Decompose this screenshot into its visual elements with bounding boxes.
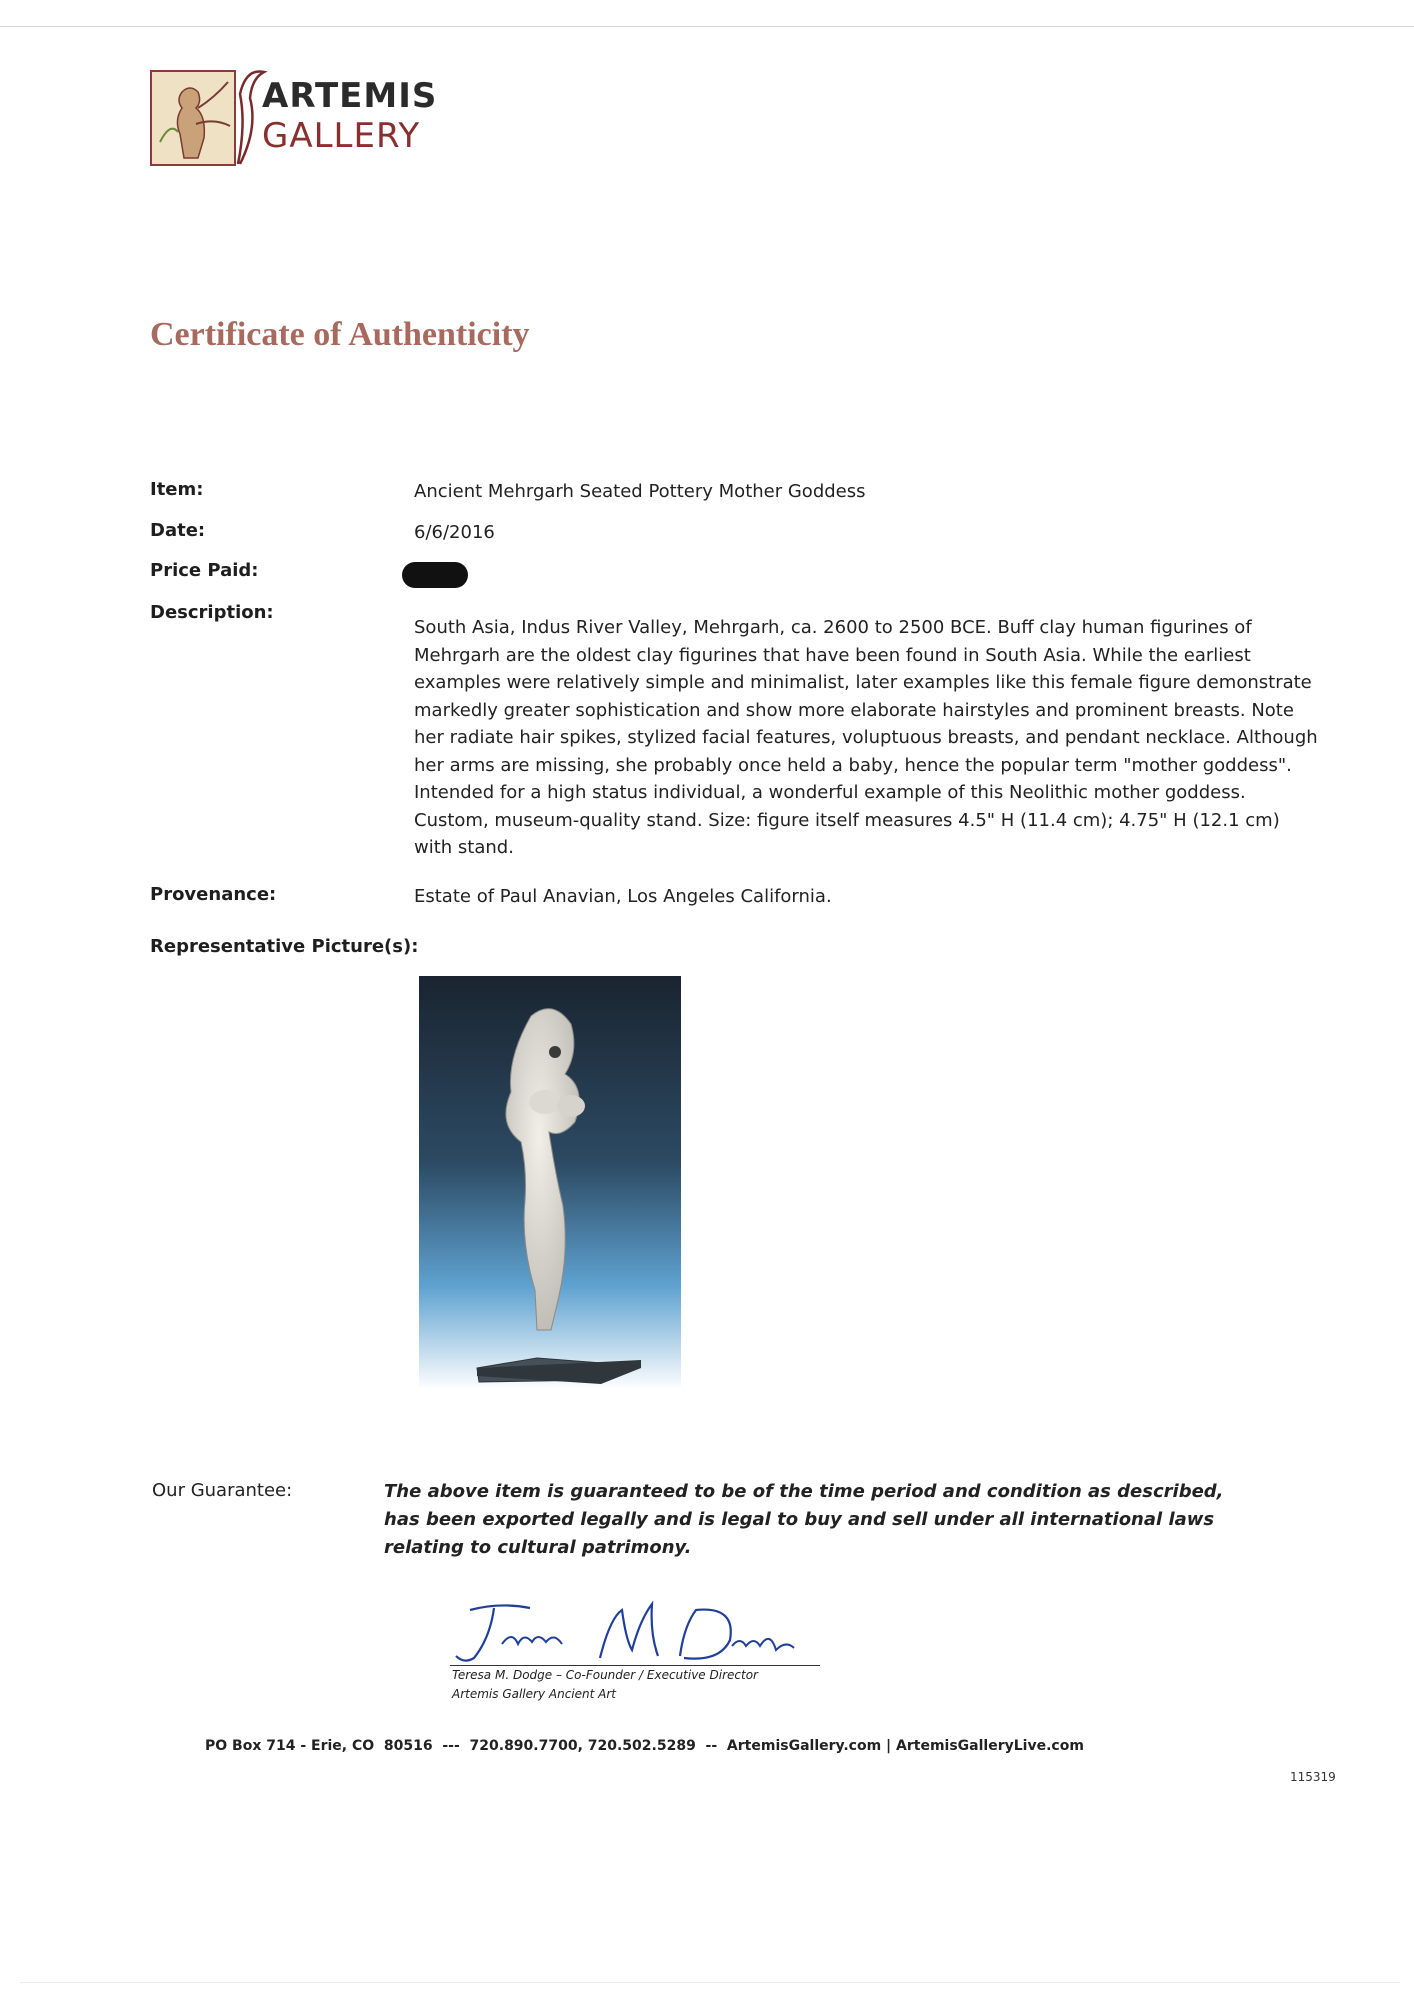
provenance-label: Provenance: xyxy=(150,884,277,905)
item-value: Ancient Mehrgarh Seated Pottery Mother Goddess xyxy=(414,481,866,502)
logo-word-artemis: ARTEMIS xyxy=(262,76,438,116)
price-redaction xyxy=(402,562,468,588)
guarantee-label: Our Guarantee: xyxy=(152,1480,293,1501)
provenance-value: Estate of Paul Anavian, Los Angeles California. xyxy=(414,886,832,907)
price-label: Price Paid: xyxy=(150,560,259,581)
date-label: Date: xyxy=(150,520,206,541)
logo-word-gallery: GALLERY xyxy=(262,116,421,156)
certificate-number: 115319 xyxy=(1290,1770,1336,1784)
item-photo xyxy=(419,976,681,1390)
signatory-organization: Artemis Gallery Ancient Art xyxy=(452,1687,616,1701)
gallery-logo xyxy=(150,62,438,172)
top-rule xyxy=(0,26,1414,27)
item-label: Item: xyxy=(150,479,204,500)
certificate-title: Certificate of Authenticity xyxy=(150,316,530,353)
description-label: Description: xyxy=(150,602,274,623)
pictures-label: Representative Picture(s): xyxy=(150,936,419,957)
signature-line xyxy=(450,1665,820,1666)
bottom-rule xyxy=(20,1982,1400,1983)
footer-contact: PO Box 714 - Erie, CO 80516 --- 720.890.7700, 720.502.5289 -- ArtemisGallery.com | ArtemisGalleryLive.com xyxy=(205,1738,1084,1754)
guarantee-text: The above item is guaranteed to be of the time period and condition as described, has been exported legally and is legal to buy and sell under all international laws relating to cultural patrimony. xyxy=(384,1481,1224,1558)
logo-emblem xyxy=(150,70,236,166)
signatory-name-title: Teresa M. Dodge – Co-Founder / Executive Director xyxy=(452,1668,758,1682)
date-value: 6/6/2016 xyxy=(414,522,495,543)
description-text: South Asia, Indus River Valley, Mehrgarh, ca. 2600 to 2500 BCE. Buff clay human figurines of Mehrgarh are the oldest clay figurines that have been found in South Asia. While the earliest examples were relatively simple and minimalist, later examples like this female figure demonstrate markedly greater sophistication and show more elaborate hairstyles and prominent breasts. Note her radiate hair spikes, stylized facial features, voluptuous breasts, and pendant necklace. Although her arms are missing, she probably once held a baby, hence the popular term "mother goddess". Intended for a high status individual, a wonderful example of this Neolithic mother goddess. Custom, museum-quality stand. Size: figure itself measures 4.5" H (11.4 cm); 4.75" H (12.1 cm) with stand. xyxy=(414,617,1318,858)
